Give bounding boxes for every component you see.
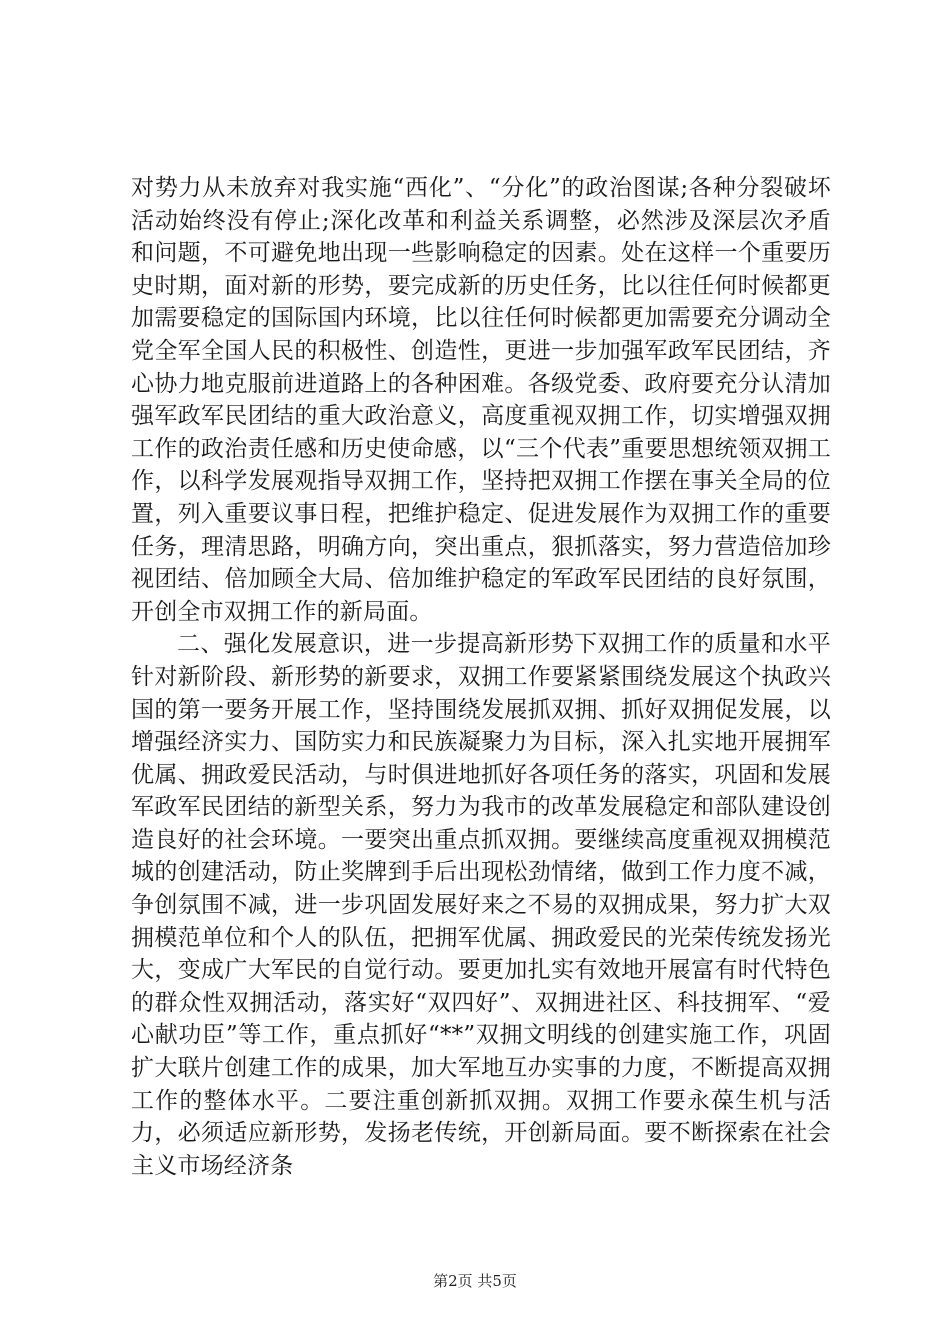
document-body	[131, 172, 831, 1182]
paragraph-2: 二、强化发展意识，进一步提高新形势下双拥工作的质量和水平针对新阶段、新形势的新要求，双拥工作要紧紧围绕发展这个执政兴国的第一要务开展工作，坚持围绕发展抓双拥、抓好双拥促发展，以增强经济实力、国防实力和民族凝聚力为目标，深入扎实地开展拥军优属、拥政爱民活动，与时俱进地抓好各项任务的落实，巩固和发展军政军民团结的新型关系，努力为我市的改革发展稳定和部队建设创造良好的社会环境。一要突出重点抓双拥。要继续高度重视双拥模范城的创建活动，防止奖牌到手后出现松劲情绪，做到工作力度不减，争创氛围不减，进一步巩固发展好来之不易的双拥成果，努力扩大双拥模范单位和个人的队伍，把拥军优属、拥政爱民的光荣传统发扬光大，变成广大军民的自觉行动。要更加扎实有效地开展富有时代特色的群众性双拥活动，落实好“双四好”、双拥进社区、科技拥军、“爱心献功臣”等工作，重点抓好“**”双拥文明线的创建实施工作，巩固扩大联片创建工作的成果，加大军地互办实事的力度，不断提高双拥工作的整体水平。二要注重创新抓双拥。双拥工作要永葆生机与活力，必须适应新形势，发扬老传统，开创新局面。要不断探索在社会主义市场经济条	[131, 631, 831, 1179]
page-number-footer: 第2页 共5页	[433, 1272, 517, 1290]
paragraph-1: 对势力从未放弃对我实施“西化”、“分化”的政治图谋;各种分裂破坏活动始终没有停止;深化改革和利益关系调整，必然涉及深层次矛盾和问题，不可避免地出现一些影响稳定的因素。处在这样一个重要历史时期，面对新的形势，要完成新的历史任务，比以往任何时候都更加需要稳定的国际国内环境，比以往任何时候都更加需要充分调动全党全军全国人民的积极性、创造性，更进一步加强军政军民团结，齐心协力地克服前进道路上的各种困难。各级党委、政府要充分认清加强军政军民团结的重大政治意义，高度重视双拥工作，切实增强双拥工作的政治责任感和历史使命感，以“三个代表”重要思想统领双拥工作，以科学发展观指导双拥工作，坚持把双拥工作摆在事关全局的位置，列入重要议事日程，把维护稳定、促进发展作为双拥工作的重要任务，理清思路，明确方向，突出重点，狠抓落实，努力营造倍加珍视团结、倍加顾全大局、倍加维护稳定的军政军民团结的良好氛围，开创全市双拥工作的新局面。	[131, 175, 831, 625]
